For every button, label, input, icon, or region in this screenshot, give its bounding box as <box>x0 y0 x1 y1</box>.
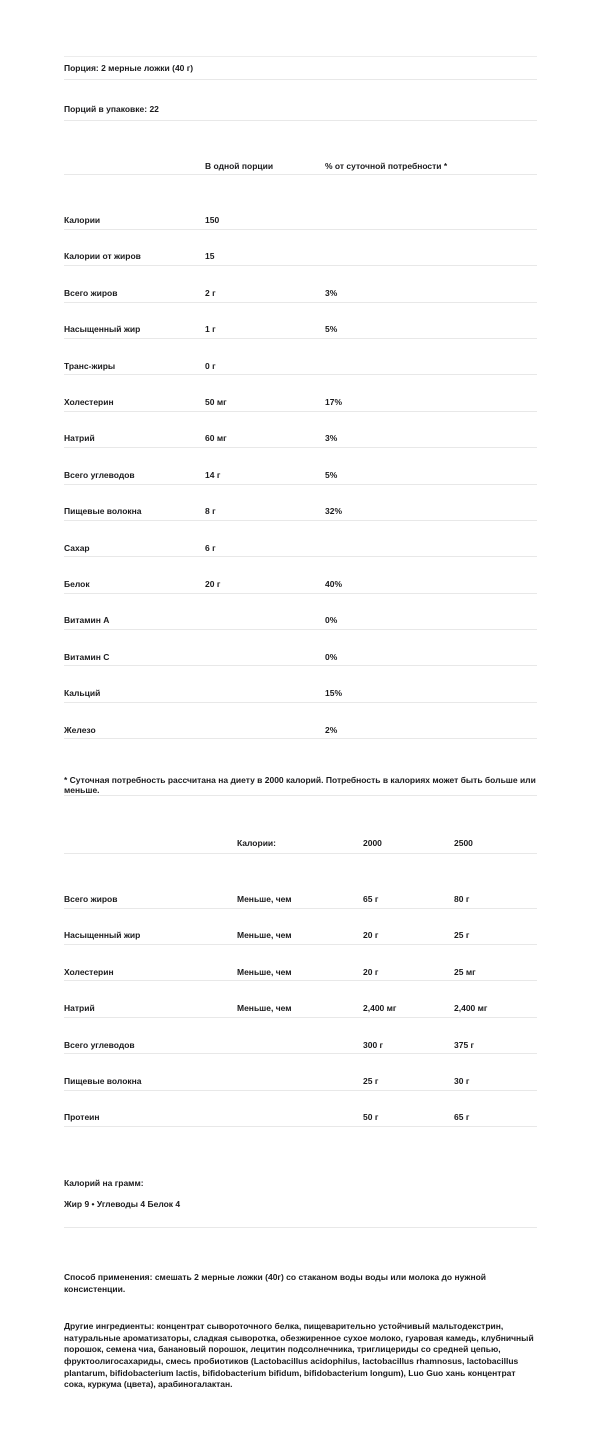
table-row <box>64 648 537 666</box>
nutrient-label: Насыщенный жир <box>64 324 141 335</box>
nutrient-label: Транс-жиры <box>64 360 116 371</box>
nutrient-amount: 15 <box>205 251 215 262</box>
value-2500: 2,400 мг <box>454 1003 488 1014</box>
nutrient-label: Кальций <box>64 688 101 699</box>
daily-value-footnote: * Суточная потребность рассчитана на диету в 2000 калорий. Потребность в калориях может быть больше или меньше. <box>64 775 536 796</box>
nutrient-dv: 15% <box>325 688 343 699</box>
nutrient-dv: 0% <box>325 615 338 626</box>
nutrient-label: Всего углеводов <box>64 469 135 480</box>
value-2000: 20 г <box>363 966 379 977</box>
nutrient-dv: 40% <box>325 578 343 589</box>
table-row <box>64 248 537 266</box>
ingredients-text: Другие ингредиенты: концентрат сывороточного белка, пищеварительно устойчивый мальтодекстрин, натуральные ароматизаторы, сладкая сыворотка, обезжиренное сухое молоко, гуаровая камедь, клубничный порошок, семена чиа, банановый порошок, лецитин подсолнечника, триглицериды со средней цепью, фруктоолигосахариды, смесь пробиотиков (Lactobacillus acidophilus, lactobacillus rhamnosus, lactobacillus plantarum, bifidobacterium lactis, bifidobacterium bifidum, bifidobacterium longum), Luo Guo хань концентрат сока, куркума (цвета), арабиногалактан. <box>64 1321 534 1390</box>
amount-column-header: В одной порции <box>205 160 274 171</box>
table-row <box>64 612 537 630</box>
nutrient-dv: 0% <box>325 651 338 662</box>
daily-value-column-header: % от суточной потребности * <box>325 160 448 171</box>
value-2000: 2,400 мг <box>363 1003 397 1014</box>
nutrient-amount: 2 г <box>205 287 216 298</box>
nutrient-amount: 1 г <box>205 324 216 335</box>
nutrient-label: Белок <box>64 578 90 589</box>
nutrient-label: Всего жиров <box>64 893 118 904</box>
daily-values-table-header <box>64 832 537 854</box>
nutrient-label: Пищевые волокна <box>64 1075 142 1086</box>
nutrient-label: Сахар <box>64 542 90 553</box>
nutrient-amount: 8 г <box>205 506 216 517</box>
value-2000: 300 г <box>363 1039 384 1050</box>
qualifier: Меньше, чем <box>237 1003 292 1014</box>
value-2000: 50 г <box>363 1112 379 1123</box>
calories-per-gram-block <box>64 1163 537 1228</box>
serving-size-row <box>64 56 537 80</box>
table-row <box>64 211 537 229</box>
nutrient-label: Насыщенный жир <box>64 930 141 941</box>
nutrient-amount: 6 г <box>205 542 216 553</box>
nutrient-amount: 20 г <box>205 578 221 589</box>
table-row <box>64 357 537 375</box>
value-2000: 65 г <box>363 893 379 904</box>
qualifier: Меньше, чем <box>237 893 292 904</box>
nutrient-amount: 14 г <box>205 469 221 480</box>
nutrient-amount: 150 <box>205 215 220 226</box>
value-2500: 25 мг <box>454 966 476 977</box>
nutrient-label: Калории от жиров <box>64 251 141 262</box>
calories-2000-header: 2000 <box>363 837 382 848</box>
value-2000: 25 г <box>363 1075 379 1086</box>
calories-column-header: Калории: <box>237 837 276 848</box>
nutrient-dv: 3% <box>325 287 338 298</box>
nutrition-table-header <box>64 157 537 175</box>
table-row <box>64 539 537 557</box>
table-row <box>64 321 537 339</box>
nutrient-label: Всего жиров <box>64 287 118 298</box>
table-row <box>64 927 537 945</box>
nutrient-label: Протеин <box>64 1112 100 1123</box>
table-row <box>64 393 537 411</box>
table-row <box>64 999 537 1017</box>
nutrient-dv: 32% <box>325 506 343 517</box>
qualifier: Меньше, чем <box>237 966 292 977</box>
nutrient-label: Натрий <box>64 1003 95 1014</box>
calories-per-gram-title: Калорий на грамм: <box>64 1177 144 1188</box>
directions-text: Способ применения: смешать 2 мерные ложки (40г) со стаканом воды воды или молока до нужной консистенции. <box>64 1271 487 1294</box>
table-row <box>64 1109 537 1127</box>
table-row <box>64 1036 537 1054</box>
nutrient-label: Калории <box>64 215 101 226</box>
value-2500: 65 г <box>454 1112 470 1123</box>
nutrient-dv: 5% <box>325 324 338 335</box>
table-row <box>64 963 537 981</box>
servings-per-container-text: Порций в упаковке: 22 <box>64 104 159 114</box>
table-row <box>64 430 537 448</box>
nutrient-label: Холестерин <box>64 966 114 977</box>
nutrient-label: Витамин А <box>64 615 110 626</box>
table-row <box>64 890 537 908</box>
table-row <box>64 575 537 593</box>
nutrient-label: Холестерин <box>64 397 114 408</box>
value-2500: 25 г <box>454 930 470 941</box>
calories-per-gram-values: Жир 9 • Углеводы 4 Белок 4 <box>64 1199 181 1210</box>
panel-content <box>64 18 537 1427</box>
table-row <box>64 721 537 739</box>
serving-size-text: Порция: 2 мерные ложки (40 г) <box>64 63 194 73</box>
servings-per-container-row <box>64 98 537 121</box>
value-2500: 80 г <box>454 893 470 904</box>
nutrient-amount: 50 мг <box>205 397 227 408</box>
table-row <box>64 466 537 484</box>
value-2500: 30 г <box>454 1075 470 1086</box>
nutrient-dv: 17% <box>325 397 343 408</box>
nutrient-amount: 60 мг <box>205 433 227 444</box>
nutrient-label: Всего углеводов <box>64 1039 135 1050</box>
qualifier: Меньше, чем <box>237 930 292 941</box>
nutrient-amount: 0 г <box>205 360 216 371</box>
nutrient-label: Витамин С <box>64 651 110 662</box>
nutrient-dv: 3% <box>325 433 338 444</box>
nutrient-dv: 5% <box>325 469 338 480</box>
value-2500: 375 г <box>454 1039 475 1050</box>
table-row <box>64 503 537 521</box>
nutrient-label: Пищевые волокна <box>64 506 142 517</box>
nutrient-label: Натрий <box>64 433 95 444</box>
nutrient-dv: 2% <box>325 724 338 735</box>
calories-2500-header: 2500 <box>454 837 473 848</box>
table-row <box>64 284 537 302</box>
table-row <box>64 1072 537 1090</box>
value-2000: 20 г <box>363 930 379 941</box>
nutrient-label: Железо <box>64 724 96 735</box>
table-row <box>64 684 537 702</box>
